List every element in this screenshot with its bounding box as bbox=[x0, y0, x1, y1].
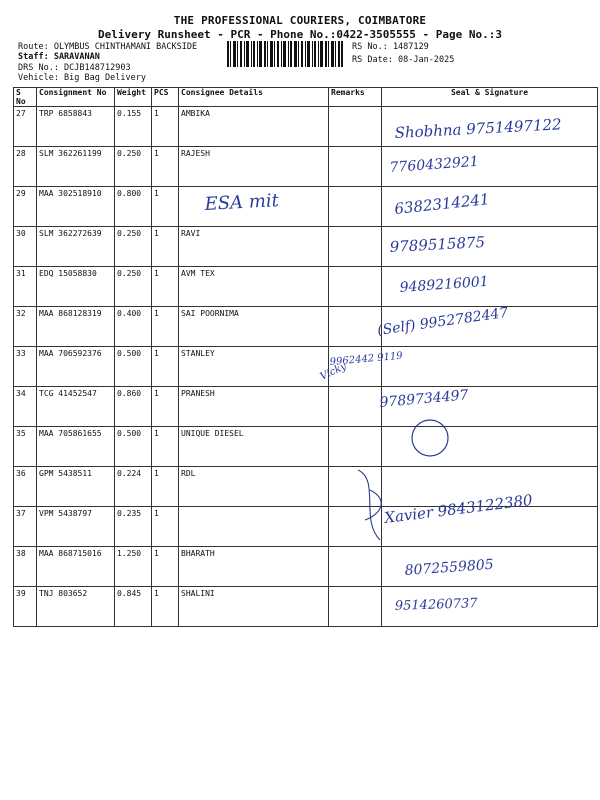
cell-remarks bbox=[329, 107, 382, 147]
table-row bbox=[14, 387, 598, 427]
table-row bbox=[14, 267, 598, 307]
cell-signature bbox=[382, 307, 598, 347]
cell-sno: 37 bbox=[14, 507, 37, 547]
table-row bbox=[14, 547, 598, 587]
table-row bbox=[14, 507, 598, 547]
cell-consignment: MAA 868128319 bbox=[37, 307, 115, 347]
cell-pcs: 1 bbox=[152, 547, 179, 587]
signature-text: (Self) 9952782447 bbox=[376, 304, 510, 339]
signature-text: 9789734497 bbox=[378, 387, 470, 411]
cell-consignment: SLM 362272639 bbox=[37, 227, 115, 267]
cell-consignment: TNJ 803652 bbox=[37, 587, 115, 627]
cell-weight: 0.155 bbox=[115, 107, 152, 147]
cell-pcs: 1 bbox=[152, 227, 179, 267]
cell-weight: 0.800 bbox=[115, 187, 152, 227]
cell-signature bbox=[382, 547, 598, 587]
runsheet-subtitle: Delivery Runsheet - PCR - Phone No.:0422-3505555 - Page No.:3 bbox=[98, 28, 502, 41]
cell-pcs: 1 bbox=[152, 467, 179, 507]
cell-signature bbox=[382, 427, 598, 467]
cell-consignee: SAI POORNIMA bbox=[179, 307, 329, 347]
col-header-consignment: Consignment No bbox=[37, 88, 115, 107]
handwritten-note: ESA mit bbox=[204, 190, 280, 215]
signature-text: 9514260737 bbox=[394, 596, 478, 614]
cell-sno: 38 bbox=[14, 547, 37, 587]
cell-consignment: TCG 41452547 bbox=[37, 387, 115, 427]
cell-sno: 36 bbox=[14, 467, 37, 507]
cell-consignee: RAJESH bbox=[179, 147, 329, 187]
cell-consignment: SLM 362261199 bbox=[37, 147, 115, 187]
cell-signature bbox=[382, 507, 598, 547]
company-title: THE PROFESSIONAL COURIERS, COIMBATORE bbox=[173, 14, 427, 27]
signature-text: 9962442 9119 bbox=[329, 350, 404, 368]
rs-date: RS Date: 08-Jan-2025 bbox=[352, 55, 455, 65]
cell-sno: 35 bbox=[14, 427, 37, 467]
cell-pcs: 1 bbox=[152, 147, 179, 187]
cell-consignment: VPM 5438797 bbox=[37, 507, 115, 547]
cell-remarks bbox=[329, 147, 382, 187]
cell-weight: 0.400 bbox=[115, 307, 152, 347]
table-row bbox=[14, 307, 598, 347]
cell-sno: 34 bbox=[14, 387, 37, 427]
col-header-sno: S No bbox=[14, 88, 37, 107]
cell-consignee: UNIQUE DIESEL bbox=[179, 427, 329, 467]
cell-weight: 0.500 bbox=[115, 347, 152, 387]
signature-text: 9489216001 bbox=[399, 273, 490, 296]
cell-signature bbox=[382, 267, 598, 307]
cell-remarks bbox=[329, 347, 382, 387]
cell-sno: 31 bbox=[14, 267, 37, 307]
staff-label: Staff: SARAVANAN bbox=[18, 52, 100, 62]
cell-pcs: 1 bbox=[152, 187, 179, 227]
cell-consignee: BHARATH bbox=[179, 547, 329, 587]
handwritten-note: Vicky bbox=[318, 361, 349, 383]
barcode-icon bbox=[227, 41, 343, 67]
signature-text: 6382314241 bbox=[393, 190, 491, 218]
table-row bbox=[14, 227, 598, 267]
cell-sno: 28 bbox=[14, 147, 37, 187]
col-header-signature: Seal & Signature bbox=[382, 88, 598, 107]
cell-consignment: EDQ 15058830 bbox=[37, 267, 115, 307]
cell-consignment: TRP 6858843 bbox=[37, 107, 115, 147]
col-header-pcs: PCS bbox=[152, 88, 179, 107]
runsheet-table bbox=[13, 87, 598, 627]
cell-consignment: MAA 302518910 bbox=[37, 187, 115, 227]
cell-consignee: SHALINI bbox=[179, 587, 329, 627]
cell-remarks bbox=[329, 387, 382, 427]
cell-consignee: AMBIKA bbox=[179, 107, 329, 147]
table-header-row bbox=[14, 88, 598, 107]
cell-signature bbox=[382, 187, 598, 227]
signature-text: Xavier 9843122380 bbox=[383, 490, 534, 527]
cell-consignee: AVM TEX bbox=[179, 267, 329, 307]
cell-signature bbox=[382, 147, 598, 187]
cell-consignment: MAA 868715016 bbox=[37, 547, 115, 587]
cell-weight: 0.860 bbox=[115, 387, 152, 427]
cell-sno: 27 bbox=[14, 107, 37, 147]
cell-consignee bbox=[179, 507, 329, 547]
cell-signature bbox=[382, 587, 598, 627]
cell-weight: 1.250 bbox=[115, 547, 152, 587]
cell-pcs: 1 bbox=[152, 427, 179, 467]
signature-text: 7760432921 bbox=[389, 153, 480, 176]
cell-remarks bbox=[329, 587, 382, 627]
cell-sno: 32 bbox=[14, 307, 37, 347]
cell-sno: 30 bbox=[14, 227, 37, 267]
cell-signature bbox=[382, 347, 598, 387]
table-row bbox=[14, 107, 598, 147]
cell-remarks bbox=[329, 227, 382, 267]
cell-consignment: MAA 705861655 bbox=[37, 427, 115, 467]
cell-remarks bbox=[329, 467, 382, 507]
cell-signature bbox=[382, 467, 598, 507]
cell-sno: 33 bbox=[14, 347, 37, 387]
cell-consignee: RAVI bbox=[179, 227, 329, 267]
cell-weight: 0.224 bbox=[115, 467, 152, 507]
cell-remarks bbox=[329, 507, 382, 547]
table-row bbox=[14, 427, 598, 467]
cell-consignment: MAA 706592376 bbox=[37, 347, 115, 387]
table-row bbox=[14, 467, 598, 507]
cell-remarks bbox=[329, 547, 382, 587]
cell-consignee bbox=[179, 187, 329, 227]
cell-consignee: STANLEY bbox=[179, 347, 329, 387]
cell-weight: 0.250 bbox=[115, 227, 152, 267]
signature-text: Shobhna 9751497122 bbox=[394, 115, 563, 142]
table-row bbox=[14, 347, 598, 387]
cell-sno: 29 bbox=[14, 187, 37, 227]
table-row bbox=[14, 147, 598, 187]
cell-consignee: PRANESH bbox=[179, 387, 329, 427]
cell-weight: 0.500 bbox=[115, 427, 152, 467]
cell-pcs: 1 bbox=[152, 107, 179, 147]
table-row bbox=[14, 187, 598, 227]
cell-remarks bbox=[329, 427, 382, 467]
cell-weight: 0.845 bbox=[115, 587, 152, 627]
col-header-remarks: Remarks bbox=[329, 88, 382, 107]
cell-remarks bbox=[329, 187, 382, 227]
cell-pcs: 1 bbox=[152, 267, 179, 307]
cell-pcs: 1 bbox=[152, 307, 179, 347]
cell-consignee: RDL bbox=[179, 467, 329, 507]
col-header-consignee: Consignee Details bbox=[179, 88, 329, 107]
route-label: Route: OLYMBUS CHINTHAMANI BACKSIDE bbox=[18, 42, 198, 52]
cell-remarks bbox=[329, 307, 382, 347]
drs-label: DRS No.: DCJB148712903 bbox=[18, 63, 131, 73]
cell-weight: 0.250 bbox=[115, 147, 152, 187]
cell-signature bbox=[382, 227, 598, 267]
signature-text: 8072559805 bbox=[404, 556, 495, 579]
cell-signature bbox=[382, 387, 598, 427]
cell-weight: 0.250 bbox=[115, 267, 152, 307]
cell-pcs: 1 bbox=[152, 587, 179, 627]
cell-consignment: GPM 5438511 bbox=[37, 467, 115, 507]
table-row bbox=[14, 587, 598, 627]
cell-sno: 39 bbox=[14, 587, 37, 627]
signature-text: 9789515875 bbox=[389, 233, 486, 256]
cell-remarks bbox=[329, 267, 382, 307]
cell-signature bbox=[382, 107, 598, 147]
cell-pcs: 1 bbox=[152, 347, 179, 387]
vehicle-label: Vehicle: Big Bag Delivery bbox=[18, 73, 146, 83]
cell-pcs: 1 bbox=[152, 507, 179, 547]
rs-number: RS No.: 1487129 bbox=[352, 42, 429, 52]
col-header-weight: Weight bbox=[115, 88, 152, 107]
cell-weight: 0.235 bbox=[115, 507, 152, 547]
cell-pcs: 1 bbox=[152, 387, 179, 427]
